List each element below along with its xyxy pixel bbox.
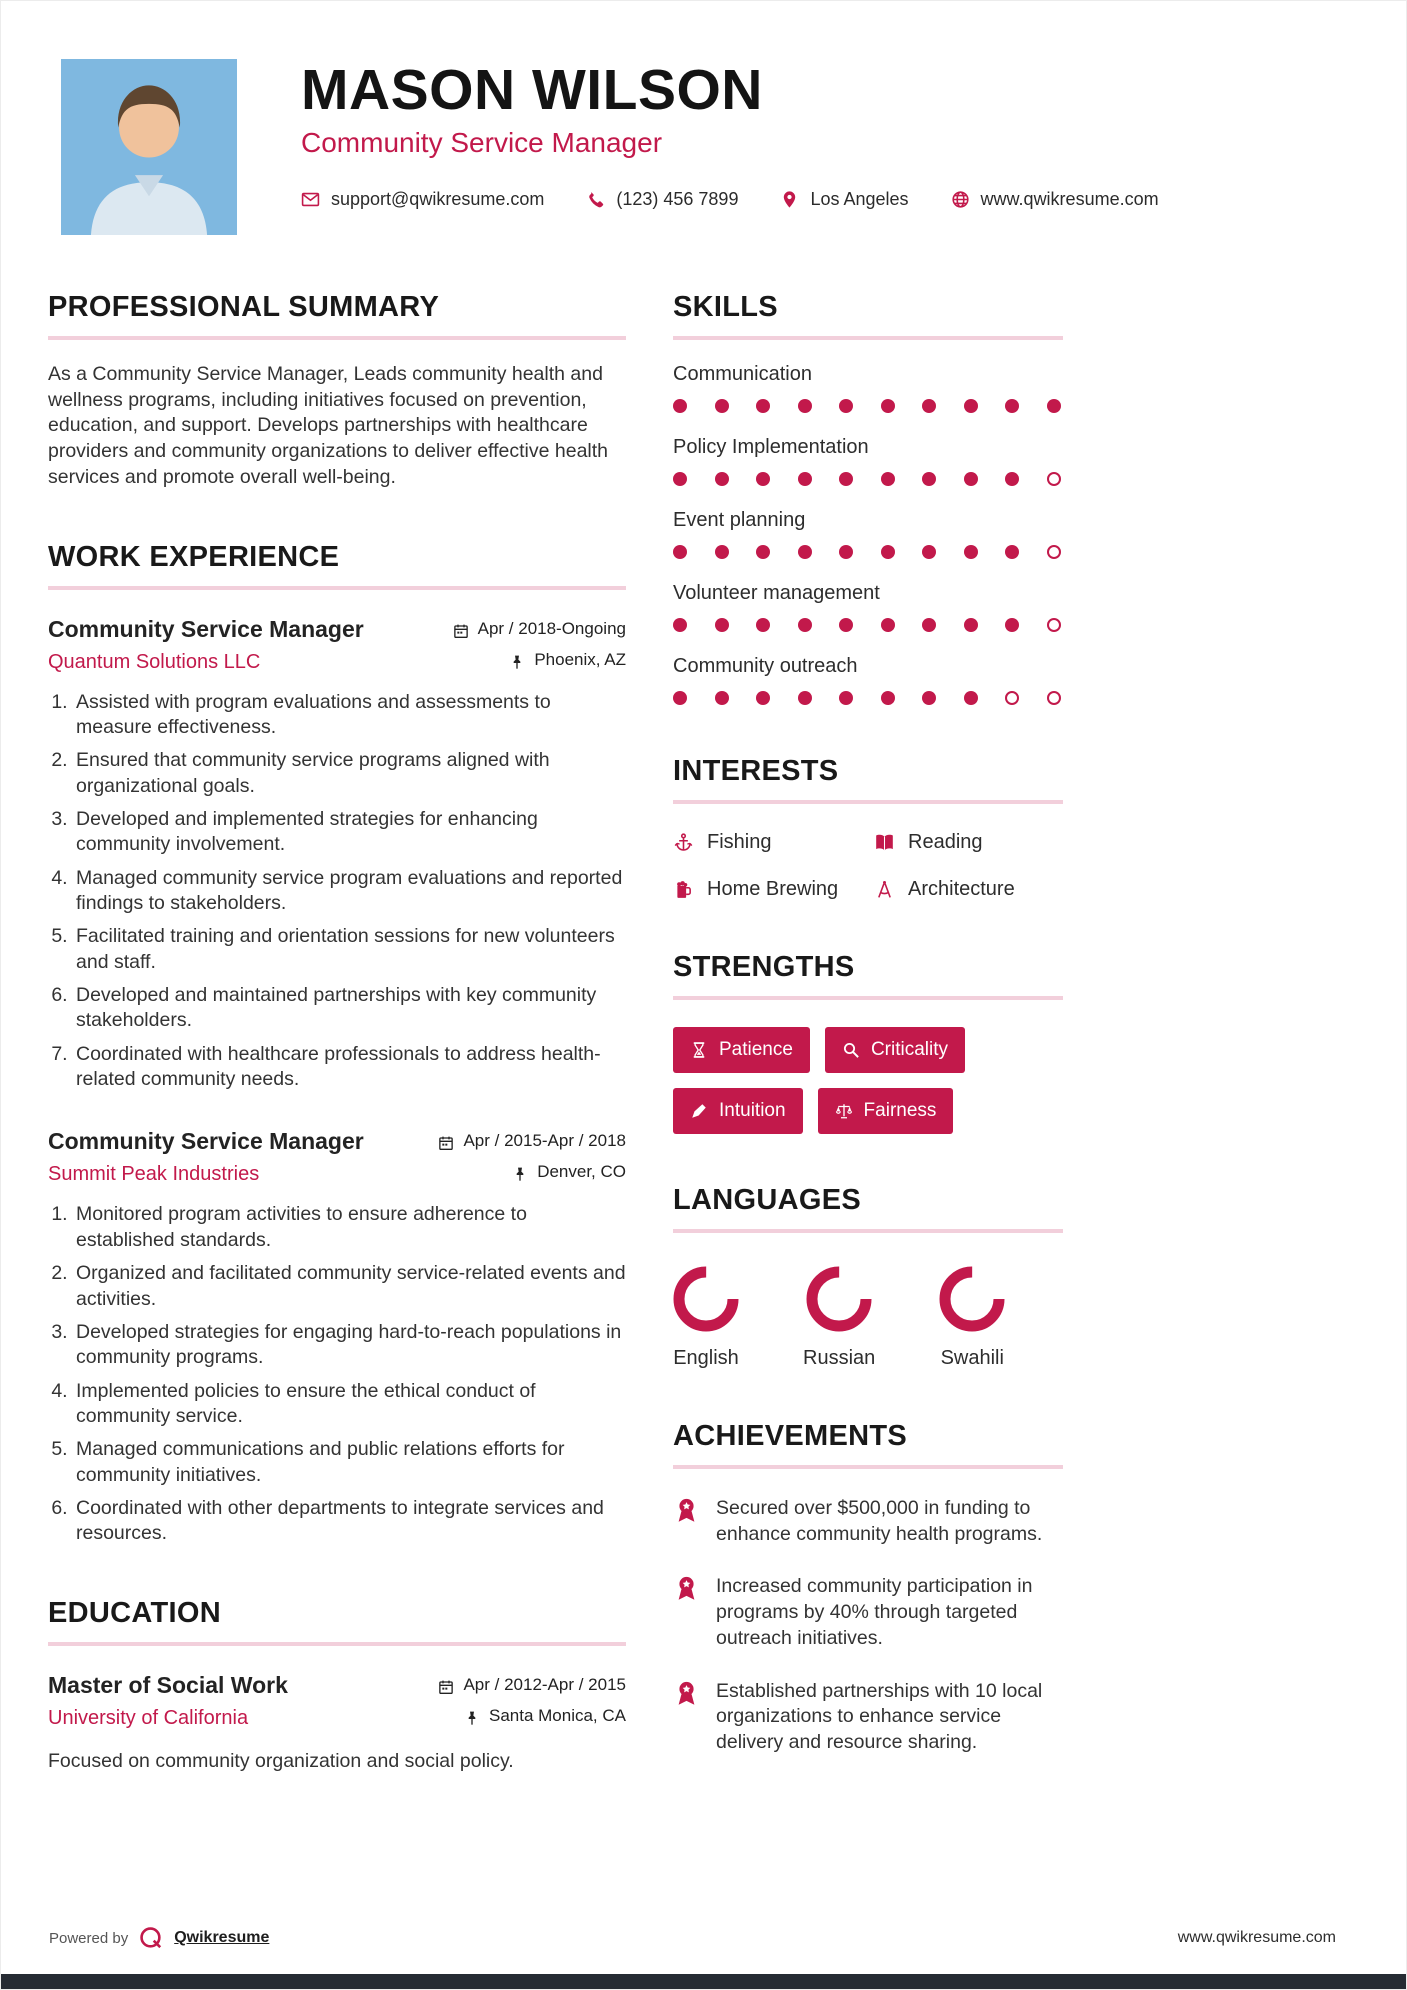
interests-section [673, 755, 1063, 901]
skill-dot-filled [922, 399, 936, 413]
job-entry [48, 616, 626, 1093]
language-item [803, 1266, 875, 1370]
magnifier-icon [842, 1041, 860, 1059]
award-icon [673, 1575, 700, 1602]
skill-row [673, 436, 1063, 486]
education-date-text: Apr / 2012-Apr / 2015 [463, 1674, 626, 1694]
contact-item[interactable] [586, 189, 738, 210]
strengths-list [673, 1027, 1063, 1134]
skill-dots [673, 618, 1063, 632]
skills-list [673, 363, 1063, 705]
left-column [48, 291, 626, 1823]
job-date-text: Apr / 2015-Apr / 2018 [463, 1131, 626, 1151]
job-bullet: 2. Ensured that community service programs aligned with organizational goals. [73, 748, 626, 799]
qwikresume-brand-link[interactable]: Qwikresume [174, 1929, 270, 1946]
skill-dot-filled [839, 472, 853, 486]
job-title-row [48, 1128, 626, 1155]
profile-photo [61, 59, 237, 235]
job-location-text: Denver, CO [537, 1162, 626, 1182]
skill-row [673, 582, 1063, 632]
skill-dot-filled [881, 691, 895, 705]
education-section [48, 1597, 626, 1773]
company-name: Summit Peak Industries [48, 1163, 260, 1186]
education-location-text: Santa Monica, CA [488, 1705, 626, 1725]
pen-icon [690, 1102, 708, 1120]
job-bullet: 6. Coordinated with other departments to integrate services and resources. [73, 1496, 626, 1547]
skill-dots [673, 399, 1063, 413]
skill-row [673, 363, 1063, 413]
job-bullet: 3. Developed and implemented strategies for enhancing community involvement. [73, 807, 626, 858]
summary-heading: PROFESSIONAL SUMMARY [48, 291, 626, 340]
strength-badge [818, 1088, 954, 1134]
education-location [464, 1706, 626, 1726]
summary-text: As a Community Service Manager, Leads community health and wellness programs, including initiatives focused on prevention, education, and support. Develops partnerships with healthcare providers and community organizations to deliver effective health services and promote overall well-being. [48, 363, 609, 488]
work-section [48, 541, 626, 1547]
interest-item [673, 831, 862, 854]
skill-dot-filled [756, 472, 770, 486]
footer-site-link[interactable]: www.qwikresume.com [1177, 1929, 1336, 1946]
job-bullet: 6. Developed and maintained partnerships with key community stakeholders. [73, 983, 626, 1034]
strength-label: Intuition [719, 1100, 786, 1121]
skill-dot-filled [715, 472, 729, 486]
skill-dot-filled [964, 618, 978, 632]
job-bullets [48, 1202, 626, 1546]
skill-dot-filled [798, 399, 812, 413]
interest-item [874, 878, 1063, 901]
achievement-text: Increased community participation in programs by 40% through targeted outreach initiatives. [716, 1575, 1033, 1649]
strength-label: Patience [719, 1039, 793, 1060]
contact-value: Los Angeles [810, 189, 909, 210]
scales-icon [835, 1102, 853, 1120]
pin-icon [464, 1710, 480, 1726]
job-location-text: Phoenix, AZ [534, 649, 626, 669]
language-label: English [673, 1347, 739, 1369]
work-heading: WORK EXPERIENCE [48, 541, 626, 590]
skill-dot-filled [798, 472, 812, 486]
interest-item [874, 831, 1063, 854]
skill-dot-filled [1005, 472, 1019, 486]
job-title: Community Service Manager [48, 615, 364, 642]
achievement-item [673, 1496, 1063, 1547]
skill-label: Community outreach [673, 655, 858, 677]
skill-label: Volunteer management [673, 582, 880, 604]
skill-dot-empty [1005, 691, 1019, 705]
contact-item[interactable] [780, 189, 908, 210]
language-donut [673, 1266, 739, 1332]
job-title: Community Service Manager [48, 1128, 364, 1155]
contact-item[interactable] [301, 189, 544, 210]
skill-dots [673, 472, 1063, 486]
achievements-list [673, 1496, 1063, 1756]
language-label: Swahili [940, 1347, 1004, 1369]
skill-dot-filled [964, 399, 978, 413]
achievements-section [673, 1420, 1063, 1756]
strengths-heading: STRENGTHS [673, 951, 1063, 1000]
email-icon [301, 190, 320, 209]
phone-icon [586, 190, 605, 209]
skill-dot-filled [673, 399, 687, 413]
skill-dot-filled [1005, 618, 1019, 632]
skill-row [673, 509, 1063, 559]
skill-dot-empty [1047, 472, 1061, 486]
skill-dot-filled [922, 545, 936, 559]
skill-dots [673, 691, 1063, 705]
skill-dot-filled [673, 691, 687, 705]
skill-dot-filled [715, 545, 729, 559]
powered-by-label: Powered by [49, 1929, 129, 1947]
language-donut [806, 1266, 872, 1332]
job-company-row [48, 650, 626, 674]
education-date [438, 1675, 626, 1695]
job-company-row [48, 1162, 626, 1186]
language-label: Russian [803, 1347, 876, 1369]
skills-heading: SKILLS [673, 291, 1063, 340]
skill-dot-filled [673, 472, 687, 486]
interest-label: Home Brewing [707, 878, 839, 900]
pin-icon [512, 1166, 528, 1182]
pin-icon [509, 654, 525, 670]
education-title-row [48, 1672, 626, 1699]
job-entry [48, 1128, 626, 1546]
achievement-text: Established partnerships with 10 local organizations to enhance service delivery and resource sharing. [716, 1679, 1043, 1754]
achievements-heading: ACHIEVEMENTS [673, 1420, 1063, 1469]
skill-dot-filled [922, 472, 936, 486]
award-icon [673, 1497, 700, 1524]
skill-dot-filled [839, 618, 853, 632]
contact-value: support@qwikresume.com [331, 189, 545, 210]
bottom-bar [1, 1974, 1406, 1989]
skill-label: Policy Implementation [673, 436, 869, 458]
footer [49, 1925, 1336, 1951]
skill-dot-filled [798, 618, 812, 632]
skill-dot-filled [881, 618, 895, 632]
header-info [301, 59, 1159, 235]
skill-dot-filled [1047, 399, 1061, 413]
job-bullet: 5. Facilitated training and orientation sessions for new volunteers and staff. [73, 924, 626, 975]
skill-dot-filled [673, 618, 687, 632]
skills-section [673, 291, 1063, 705]
interest-label: Architecture [908, 878, 1015, 900]
calendar-icon [438, 1679, 454, 1695]
anchor-icon [673, 832, 694, 853]
interest-label: Reading [908, 831, 983, 853]
job-title-row [48, 616, 626, 643]
skill-dot-filled [881, 472, 895, 486]
beer-icon [673, 879, 694, 900]
person-title: Community Service Manager [301, 127, 663, 159]
skill-dot-filled [839, 691, 853, 705]
language-donut [939, 1266, 1005, 1332]
globe-icon [951, 190, 970, 209]
skill-dot-filled [756, 399, 770, 413]
strength-badge [673, 1027, 810, 1073]
award-icon [673, 1680, 700, 1707]
calendar-icon [453, 623, 469, 639]
person-name: MASON WILSON [301, 58, 763, 122]
skill-dot-filled [881, 399, 895, 413]
skill-dot-filled [673, 545, 687, 559]
qwikresume-logo-icon [138, 1925, 164, 1951]
contact-row [301, 189, 1159, 210]
achievement-item [673, 1574, 1063, 1651]
strength-label: Criticality [870, 1039, 949, 1060]
right-column [673, 291, 1063, 1823]
skill-dot-filled [839, 399, 853, 413]
education-note: Focused on community organization and social policy. [48, 1749, 514, 1772]
skill-dots [673, 545, 1063, 559]
job-location [512, 1162, 626, 1182]
hourglass-icon [690, 1041, 708, 1059]
skill-dot-empty [1047, 691, 1061, 705]
compass-icon [874, 879, 895, 900]
content-columns [1, 291, 1406, 1823]
job-bullet: 7. Coordinated with healthcare professionals to address health-related community needs. [73, 1042, 626, 1093]
skill-dot-filled [964, 545, 978, 559]
skill-dot-filled [1005, 399, 1019, 413]
location-icon [780, 190, 799, 209]
skill-dot-filled [839, 545, 853, 559]
skill-dot-filled [715, 399, 729, 413]
skill-dot-filled [881, 545, 895, 559]
interests-heading: INTERESTS [673, 755, 1063, 804]
job-bullet: 1. Monitored program activities to ensure adherence to established standards. [73, 1202, 626, 1253]
skill-dot-filled [798, 691, 812, 705]
job-date [438, 1131, 626, 1151]
header [1, 1, 1406, 235]
strength-badge [673, 1088, 803, 1134]
job-bullets [48, 690, 626, 1093]
education-heading: EDUCATION [48, 1597, 626, 1646]
skill-dot-filled [922, 691, 936, 705]
skill-label: Communication [673, 363, 812, 385]
job-bullet: 5. Managed communications and public relations efforts for community initiatives. [73, 1437, 626, 1488]
interest-label: Fishing [707, 831, 772, 853]
skill-dot-filled [715, 691, 729, 705]
interest-item [673, 878, 862, 901]
education-school-row [48, 1706, 626, 1730]
school-name: University of California [48, 1706, 249, 1729]
languages-section [673, 1184, 1063, 1370]
skill-dot-filled [756, 545, 770, 559]
skill-dot-filled [756, 691, 770, 705]
language-item [939, 1266, 1005, 1370]
contact-value: www.qwikresume.com [980, 189, 1159, 210]
skill-dot-filled [715, 618, 729, 632]
job-location [509, 650, 626, 670]
skill-label: Event planning [673, 509, 806, 531]
skill-dot-filled [798, 545, 812, 559]
job-bullet: 4. Implemented policies to ensure the ethical conduct of community service. [73, 1379, 626, 1430]
interests-list [673, 831, 1063, 901]
job-list [48, 616, 626, 1547]
skill-dot-filled [1005, 545, 1019, 559]
achievement-item [673, 1679, 1063, 1756]
calendar-icon [438, 1135, 454, 1151]
language-item [673, 1266, 739, 1370]
book-icon [874, 832, 895, 853]
strength-badge [825, 1027, 965, 1073]
strength-label: Fairness [863, 1100, 937, 1121]
job-date-text: Apr / 2018-Ongoing [477, 618, 626, 638]
languages-heading: LANGUAGES [673, 1184, 1063, 1233]
strengths-section [673, 951, 1063, 1134]
company-name: Quantum Solutions LLC [48, 650, 261, 673]
degree-title: Master of Social Work [48, 1671, 288, 1698]
skill-dot-filled [756, 618, 770, 632]
contact-value: (123) 456 7899 [616, 189, 739, 210]
skill-dot-empty [1047, 618, 1061, 632]
profile-photo-image [61, 59, 237, 235]
job-bullet: 2. Organized and facilitated community service-related events and activities. [73, 1261, 626, 1312]
job-bullet: 3. Developed strategies for engaging hard-to-reach populations in community programs. [73, 1320, 626, 1371]
skill-dot-filled [922, 618, 936, 632]
powered-by [49, 1925, 269, 1951]
skill-row [673, 655, 1063, 705]
languages-list [673, 1266, 1063, 1370]
skill-dot-filled [964, 472, 978, 486]
contact-item[interactable] [951, 189, 1159, 210]
skill-dot-filled [964, 691, 978, 705]
job-date [453, 619, 626, 639]
summary-section [48, 291, 626, 491]
skill-dot-empty [1047, 545, 1061, 559]
job-bullet: 4. Managed community service program evaluations and reported findings to stakeholders. [73, 866, 626, 917]
achievement-text: Secured over $500,000 in funding to enhance community health programs. [716, 1497, 1043, 1545]
job-bullet: 1. Assisted with program evaluations and assessments to measure effectiveness. [73, 690, 626, 741]
education-entry [48, 1672, 626, 1773]
